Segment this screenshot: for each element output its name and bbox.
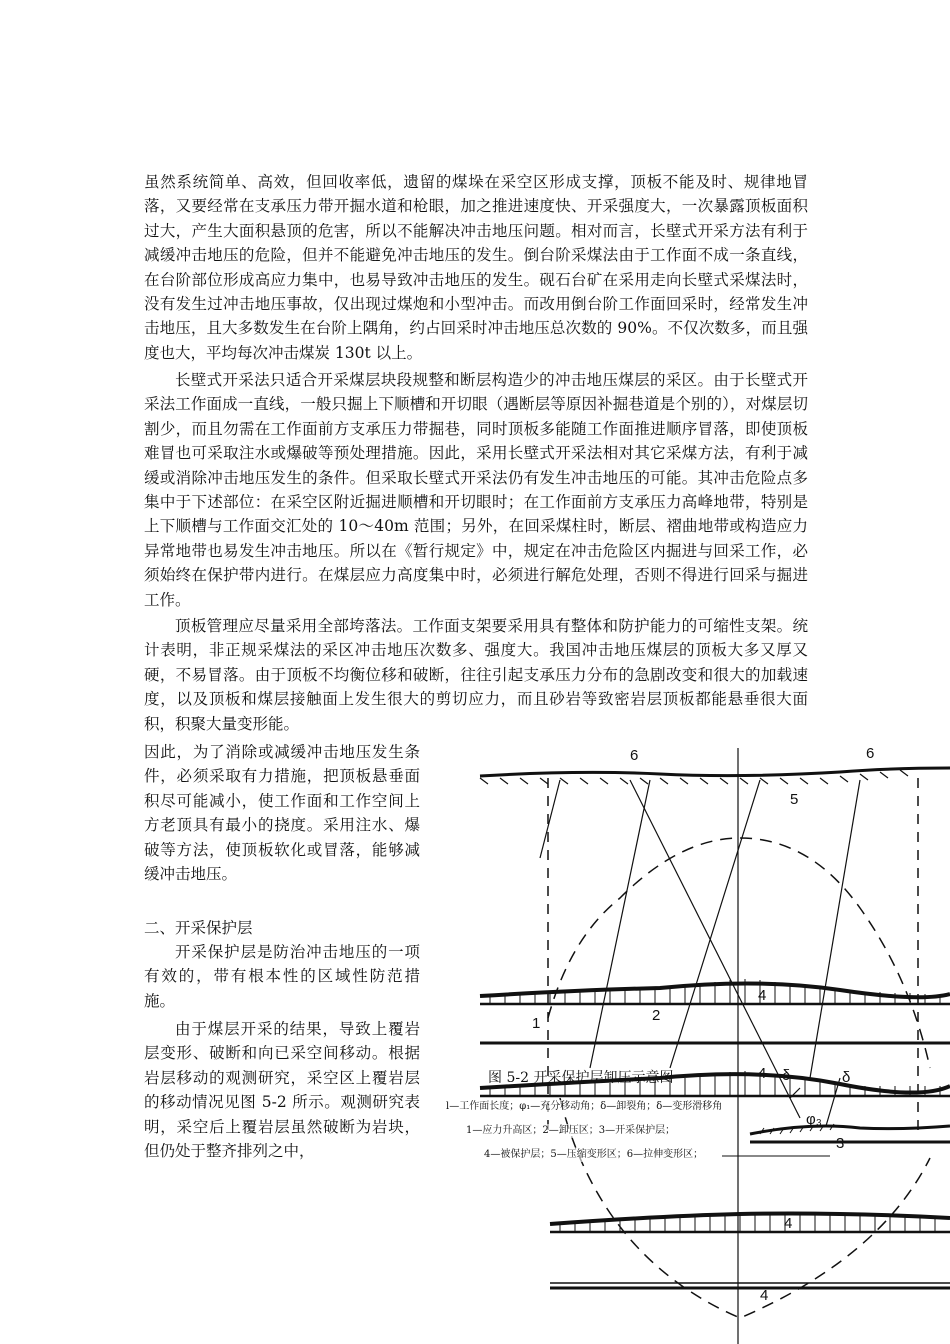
label-4b: 4 xyxy=(758,1065,767,1082)
paragraph-1: 虽然系统简单、高效，但回收率低，遗留的煤垛在采空区形成支撑，顶板不能及时、规律地冒落，又要经常在支承压力带开掘水道和枪眼，加之推进速度快、开采强度大，一次暴露顶板面积过大，产生大面积悬顶的危害，所以不能解决冲击地压问题。相对而言，长壁式开采方法有利于减缓冲击地压的危险，但并不能避免冲击地压的发生。倒台阶采煤法由于工作面不成一条直线，在台阶部位形成高应力集中，也易导致冲击地压的发生。砚石台矿在采用走向长壁式采煤法时，没有发生过冲击地压事故，仅出现过煤炮和小型冲击。而改用倒台阶工作面回采时，经常发生冲击地压，且大多数发生在台阶上隅角，约占回采时冲击地压总次数的 90%。不仅次数多，而且强度也大，平均每次冲击煤炭 130t 以上。 xyxy=(144,173,808,362)
paragraph-3-continued: 因此，为了消除或减缓冲击地压发生条件，必须采取有力措施，把顶板悬垂面积尽可能减小，使工作面和工作空间上方老顶具有最小的挠度。采用注水、爆破等方法，使顶板软化或冒落，能够减缓冲击地压。 xyxy=(144,743,420,884)
label-delta-2: δ xyxy=(842,1069,851,1086)
paragraph-4: 开采保护层是防治冲击地压的一项有效的，带有根本性的区域性防范措施。 xyxy=(144,943,420,1010)
ground-surface xyxy=(480,768,950,776)
paragraph-3: 顶板管理应尽量采用全部垮落法。工作面支架要采用具有整体和防护能力的可缩性支架。统计表明，非正规采煤法的采区冲击地压次数多、强度大。我国冲击地压煤层的顶板大多又厚又硬，不易冒落。由于顶板不均衡位移和破断，往往引起支承压力分布的急剧改变和很大的加载速度，以及顶板和煤层接触面上发生很大的剪切应力，而且砂岩等致密岩层顶板都能悬垂很大面积，积聚大量变形能。 xyxy=(144,617,808,733)
label-6b: 6 xyxy=(866,745,875,762)
label-2: 2 xyxy=(652,1007,661,1024)
stress-envelope xyxy=(548,838,930,1068)
label-4d: 4 xyxy=(760,1287,769,1304)
paragraph-2: 长壁式开采法只适合开采煤层块段规整和断层构造少的冲击地压煤层的采区。由于长壁式开采法工作面成一直线，一般只掘上下顺槽和开切眼（遇断层等原因补掘巷道是个别的），对煤层切割少，而且勿需在工作面前方支承压力带掘巷，同时顶板多能随工作面推进顺序冒落，即使顶板难冒也可采取注水或爆破等预处理措施。因此，采用长壁式开采法相对其它采煤方法，有利于减缓或消除冲击地压发生的条件。但采取长壁式开采法仍有发生冲击地压的可能。其冲击危险点多集中于下述部位：在采空区附近掘进顺槽和开切眼时；在工作面前方支承压力高峰地带，特别是上下顺槽与工作面交汇处的 10～40m 范围；另外，在回采煤柱时，断层、褶曲地带或构造应力异常地带也易发生冲击地压。所以在《暂行规定》中，规定在冲击危险区内掘进与回采工作，必须始终在保护带内进行。在煤层应力高度集中时，必须进行解危处理，否则不得进行回采与掘进工作。 xyxy=(144,371,808,609)
label-4c: 4 xyxy=(784,1215,793,1232)
label-6a: 6 xyxy=(630,747,639,764)
label-4a: 4 xyxy=(758,987,767,1004)
label-5: 5 xyxy=(790,791,799,808)
protective-layer-diagram xyxy=(460,738,950,1344)
figure-legend-line-2: 1—应力升高区；2—卸压区；3—开采保护层； xyxy=(466,1125,676,1136)
label-delta-1: δ xyxy=(782,1067,791,1084)
mined-seam xyxy=(750,1126,950,1134)
label-3: 3 xyxy=(836,1135,845,1152)
label-phi: φ₃ xyxy=(806,1111,822,1128)
figure-legend-line-3: 4—被保护层；5—压缩变形区；6—拉伸变形区； xyxy=(484,1149,704,1160)
section-heading: 二、开采保护层 xyxy=(144,919,253,937)
figure-legend-line-1: l—工作面长度；φ₁—充分移动角；δ—卸裂角；δ—变形滑移角 xyxy=(446,1101,723,1112)
label-1: 1 xyxy=(532,1015,541,1032)
paragraph-5: 由于煤层开采的结果，导致上覆岩层变形、破断和向已采空间移动。根据岩层移动的观测研究，采空区上覆岩层的移动情况见图 5-2 所示。观测研究表明，采空后上覆岩层虽然破断为岩块，但仍处于整齐排列之中， xyxy=(144,1020,420,1161)
figure-caption: 图 5-2 开采保护层卸压示意图 xyxy=(488,1070,674,1086)
